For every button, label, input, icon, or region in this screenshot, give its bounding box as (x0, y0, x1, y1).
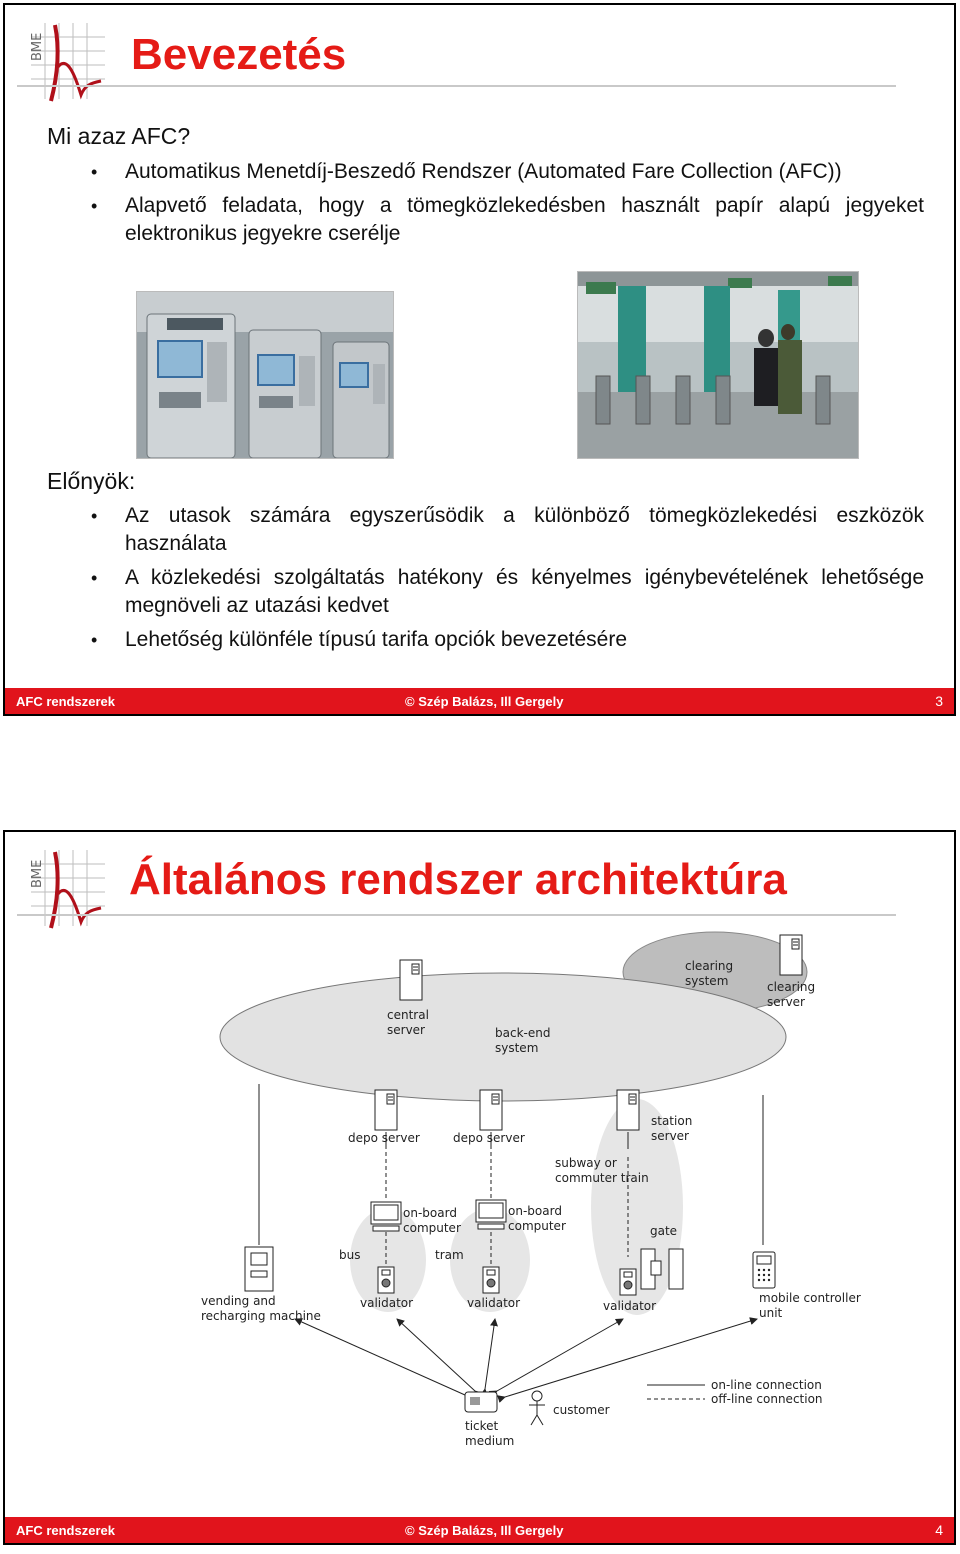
subway-train-label: subway or commuter train (555, 1156, 649, 1185)
depo-server-2-label: depo server (453, 1131, 525, 1145)
customer-label: customer (553, 1403, 610, 1417)
page-number: 3 (935, 693, 943, 709)
validator-2-icon (483, 1267, 499, 1293)
bus-label: bus (339, 1248, 361, 1262)
validator-2-label: validator (467, 1296, 521, 1310)
subway-gates-photo (577, 271, 859, 459)
vending-machine-label: vending and recharging machine (201, 1294, 321, 1323)
vending-machine-1 (147, 314, 235, 458)
depo-server-1-label: depo server (348, 1131, 420, 1145)
legend-offline-label: off-line connection (711, 1392, 823, 1406)
footer-course: AFC rendszerek (16, 1523, 115, 1538)
list-item: • Automatikus Menetdíj-Beszedő Rendszer (Automated Fare Collection (AFC)) (91, 160, 842, 183)
tram-label: tram (435, 1248, 464, 1262)
central-server-label: central server (387, 1008, 429, 1037)
footer-authors: © Szép Balázs, Ill Gergely (405, 1523, 564, 1538)
ticket-medium-icon (465, 1392, 497, 1412)
list-item: • A közlekedési szolgáltatás hatékony és kényelmes igénybevételének lehetősége megnöveli az utazási kedvet (91, 566, 924, 617)
mobile-controller-icon (753, 1252, 775, 1288)
clearing-server-icon (780, 935, 802, 975)
clearing-system-label: clearing system (685, 959, 734, 988)
slide-introduction (3, 3, 956, 716)
advantages-label: Előnyök: (47, 468, 136, 494)
footer-authors: © Szép Balázs, Ill Gergely (405, 694, 564, 709)
depo-server-2-icon (480, 1090, 502, 1130)
footer-course: AFC rendszerek (16, 694, 115, 709)
slide-architecture (3, 830, 956, 1545)
bme-logo (25, 15, 117, 107)
title-divider (17, 85, 896, 87)
mobile-controller-label: mobile controller unit (759, 1291, 861, 1320)
bme-logo (25, 842, 117, 934)
list-item: • Az utasok számára egyszerűsödik a különböző tömegközlekedési eszközök használata (91, 504, 924, 555)
logo-text: BME (30, 32, 45, 61)
station-server-icon (617, 1090, 639, 1130)
vending-machine-2 (249, 330, 321, 458)
vending-machines-photo (136, 291, 394, 459)
legend-online-label: on-line connection (711, 1378, 822, 1392)
ticket-medium-label: ticket medium (465, 1419, 515, 1448)
depo-server-1-icon (375, 1090, 397, 1130)
page-title: Általános rendszer architektúra (129, 855, 787, 904)
station-server-label: station server (651, 1114, 693, 1143)
vending-machine-icon (245, 1247, 273, 1291)
onboard-computer-1-label: on-board computer (403, 1206, 461, 1235)
page-number: 4 (935, 1522, 943, 1538)
onboard-computer-1-icon (371, 1202, 401, 1231)
logo-text: BME (30, 859, 45, 888)
onboard-computer-2-label: on-board computer (508, 1204, 566, 1233)
intro-bullet-list (91, 158, 924, 254)
onboard-computer-2-icon (476, 1200, 506, 1229)
advantages-bullet-list (91, 502, 924, 660)
clearing-server-label: clearing server (767, 980, 816, 1009)
validator-1-label: validator (360, 1296, 414, 1310)
title-divider (17, 914, 896, 916)
gate-label: gate (650, 1224, 678, 1238)
intro-question: Mi azaz AFC? (47, 123, 191, 149)
vending-machine-3 (333, 342, 389, 458)
backend-system-label: back-end system (495, 1026, 551, 1055)
architecture-diagram (5, 927, 954, 1517)
customer-icon (529, 1391, 545, 1425)
page-title: Bevezetés (131, 30, 347, 79)
validator-1-icon (378, 1267, 394, 1293)
list-item: • Lehetőség különféle típusú tarifa opciók bevezetésére (91, 628, 628, 651)
central-server-icon (400, 960, 422, 1000)
slide-footer (5, 688, 954, 714)
validator-3-icon (620, 1269, 636, 1295)
validator-3-label: validator (603, 1299, 657, 1313)
slide-footer (5, 1517, 954, 1543)
list-item: • Alapvető feladata, hogy a tömegközlekedésben használt papír alapú jegyeket elektronikus jegyekre cserélje (91, 194, 924, 245)
